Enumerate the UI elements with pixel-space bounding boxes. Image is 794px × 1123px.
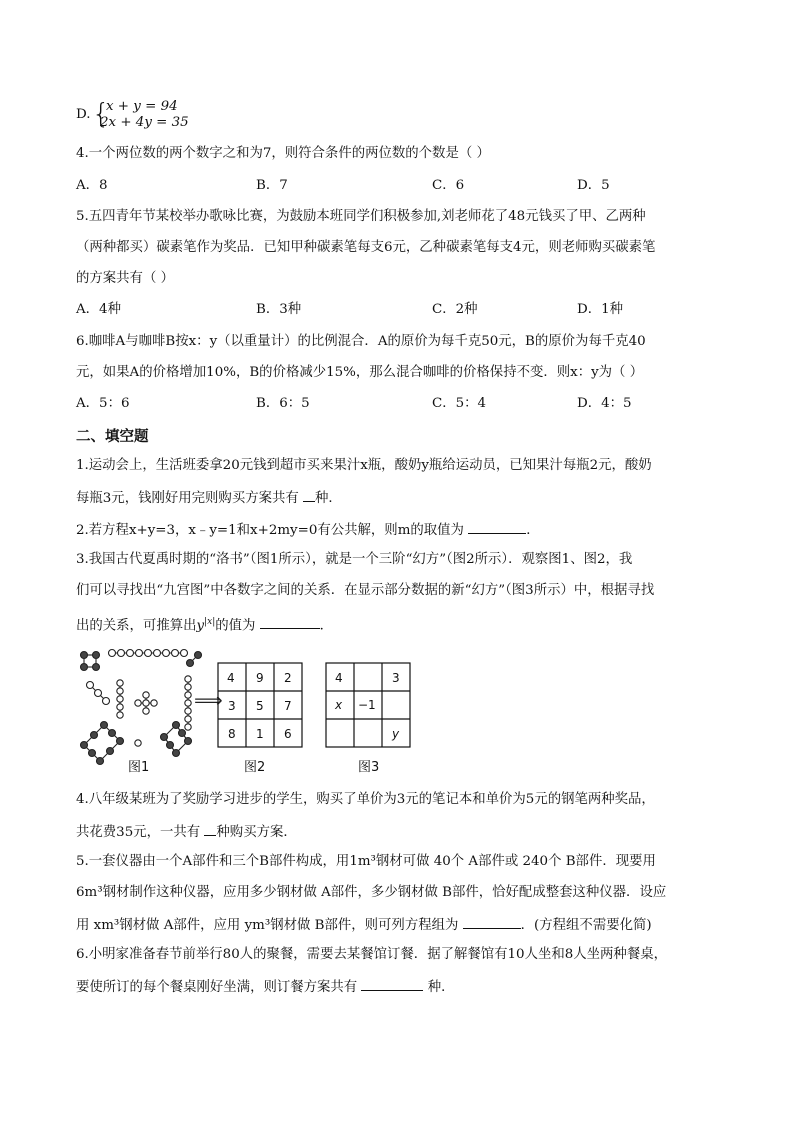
fig2-cell-7: 8 — [228, 727, 236, 741]
question-6-line2: 元，如果A的价格增加10%，B的价格减少15%，那么混合咖啡的价格保持不变．则x：y为（ ） — [76, 365, 644, 380]
luoshu-dots-5 — [135, 692, 157, 714]
luoshu-dots-9 — [109, 650, 188, 657]
luoshu-dots-4 — [81, 652, 100, 671]
fig2-cell-2: 9 — [256, 671, 264, 685]
fill-1-line2 — [76, 488, 342, 508]
fill-4-line2-post: 种购买方案． — [216, 825, 297, 840]
fig2-cell-1: 4 — [227, 671, 235, 685]
fill-5-line1: 5.一套仪器由一个A部件和三个B部件构成，用1m³钢材可做 40个 A部件或 240个 B部件．现要用 — [76, 854, 656, 869]
q4-option-d: D．5 — [577, 178, 610, 193]
fill-3-line3-mid: 的值为 — [215, 618, 260, 634]
fig3-cell-4: x — [335, 698, 343, 712]
luoshu-dots-7 — [185, 676, 191, 730]
fill-3-expr-sup: |x| — [204, 617, 216, 627]
luoshu-dots-8 — [81, 722, 124, 765]
fill-2-line — [76, 520, 540, 540]
fig2-cell-4: 3 — [228, 699, 236, 713]
fill-3-line3-post: ． — [319, 618, 334, 634]
fill-2-post: ． — [526, 523, 540, 538]
fill-5-line2: 6m³钢材制作这种仪器，应用多少钢材做 A部件，多少钢材做 B部件，恰好配成整套这种仪器．设应 — [76, 885, 667, 900]
fill-6-line2-pre: 要使所订的每个餐桌刚好坐满，则订餐方案共有 — [76, 980, 362, 995]
question-5-line3: 的方案共有（ ） — [76, 271, 174, 286]
fill-1-blank[interactable] — [303, 488, 315, 502]
fill-3-line1: 3.我国古代夏禹时期的“洛书”（图1所示），就是一个三阶“幻方”（图2所示）．观察图1、图2，我 — [76, 552, 633, 567]
q4-option-c: C．6 — [432, 178, 465, 193]
q5-option-b: B．3种 — [256, 302, 302, 317]
luoshu-dots-3 — [87, 682, 110, 705]
fill-3-blank[interactable] — [260, 615, 320, 629]
luoshu-dot-1 — [135, 740, 141, 746]
fig2-cell-9: 6 — [284, 727, 292, 741]
q5-option-a: A．4种 — [76, 302, 121, 317]
q5-option-c: C．2种 — [432, 302, 478, 317]
fill-6-line1: 6.小明家准备春节前举行80人的聚餐，需要去某餐馆订餐．据了解餐馆有10人坐和8人坐两种餐桌， — [76, 947, 667, 962]
figure-1-caption: 图1 — [128, 760, 150, 775]
question-6-line1: 6.咖啡A与咖啡B按x：y（以重量计）的比例混合．A的原价为每千克50元，B的原价为每千克40 — [76, 334, 646, 349]
fill-1-line2-pre: 每瓶3元，钱刚好用完则购买方案共有 — [76, 491, 304, 506]
q6-option-b: B．6：5 — [256, 396, 310, 411]
fig2-cell-5: 5 — [256, 699, 264, 713]
fill-5-line3 — [76, 915, 652, 935]
fig2-cell-6: 7 — [284, 699, 292, 713]
q5-option-d: D．1种 — [577, 302, 624, 317]
q4-option-b: B．7 — [256, 178, 288, 193]
luoshu-dots-center-chain — [117, 680, 123, 718]
fig2-cell-8: 1 — [256, 727, 264, 741]
q6-option-d: D．4：5 — [577, 396, 632, 411]
fill-6-line2-post: 种． — [423, 980, 455, 995]
fill-5-line3-post: ．(方程组不需要化简) — [520, 918, 652, 933]
fig3-cell-3: 3 — [392, 671, 400, 685]
fig3-cell-5: −1 — [358, 698, 376, 712]
fill-2-blank[interactable] — [468, 520, 526, 534]
section-2-title: 二、填空题 — [76, 429, 149, 445]
figure-arrow: ⟹ — [194, 688, 223, 712]
fill-2-pre: 2.若方程x+y=3，x﹣y=1和x+2my=0有公共解，则m的取值为 — [76, 523, 469, 538]
fill-3-expr-base: y — [196, 618, 205, 634]
question-4-text: 4.一个两位数的两个数字之和为7，则符合条件的两位数的个数是（ ） — [76, 146, 490, 161]
brace-symbol: { — [92, 97, 110, 130]
fill-3-line3 — [76, 613, 333, 635]
fig2-cell-3: 2 — [284, 671, 292, 685]
luoshu-dots-2 — [187, 652, 202, 667]
figure-2-cells — [227, 671, 292, 741]
fig3-cell-1: 4 — [335, 671, 343, 685]
fill-5-line3-pre: 用 xm³钢材做 A部件，应用 ym³钢材做 B部件，则可列方程组为 — [76, 918, 463, 933]
fill-6-line2 — [76, 977, 455, 997]
q6-option-c: C．5：4 — [432, 396, 487, 411]
fill-1-line1: 1.运动会上，生活班委拿20元钱到超市买来果汁x瓶，酸奶y瓶给运动员，已知果汁每瓶2元，酸奶 — [76, 458, 652, 473]
fig3-cell-9: y — [392, 727, 400, 741]
fill-5-blank[interactable] — [463, 915, 521, 929]
question-5-line2: （两种都买）碳素笔作为奖品．已知甲种碳素笔每支6元，乙种碳素笔每支4元，则老师购买碳素笔 — [76, 240, 656, 255]
question-5-line1: 5.五四青年节某校举办歌咏比赛，为鼓励本班同学们积极参加,刘老师花了48元钱买了甲、乙两种 — [76, 209, 646, 224]
equation-1: x + y = 94 — [106, 99, 178, 114]
equation-2: 2x + 4y = 35 — [100, 115, 189, 130]
fill-6-blank[interactable] — [361, 977, 423, 991]
fill-1-line2-post: 种． — [315, 491, 342, 506]
option-d-label: D. — [76, 107, 91, 122]
fill-4-line2 — [76, 822, 297, 842]
fill-4-blank[interactable] — [204, 822, 216, 836]
figure-3-caption: 图3 — [358, 760, 380, 775]
fill-3-line3-pre: 出的关系，可推算出 — [76, 618, 197, 634]
figure-1-luoshu — [81, 650, 202, 765]
q6-option-a: A．5：6 — [76, 396, 130, 411]
magic-square-figures — [76, 645, 416, 775]
figure-2-caption: 图2 — [244, 760, 266, 775]
q4-option-a: A．8 — [76, 178, 108, 193]
fill-4-line1: 4.八年级某班为了奖励学习进步的学生，购买了单价为3元的笔记本和单价为5元的钢笔两种奖品， — [76, 792, 655, 807]
fill-3-line2: 们可以寻找出“九宫图”中各数字之间的关系．在显示部分数据的新“幻方”（图3所示）中，根据寻找 — [76, 583, 655, 598]
fill-4-line2-pre: 共花费35元，一共有 — [76, 825, 205, 840]
figure-3-cells — [334, 671, 400, 741]
